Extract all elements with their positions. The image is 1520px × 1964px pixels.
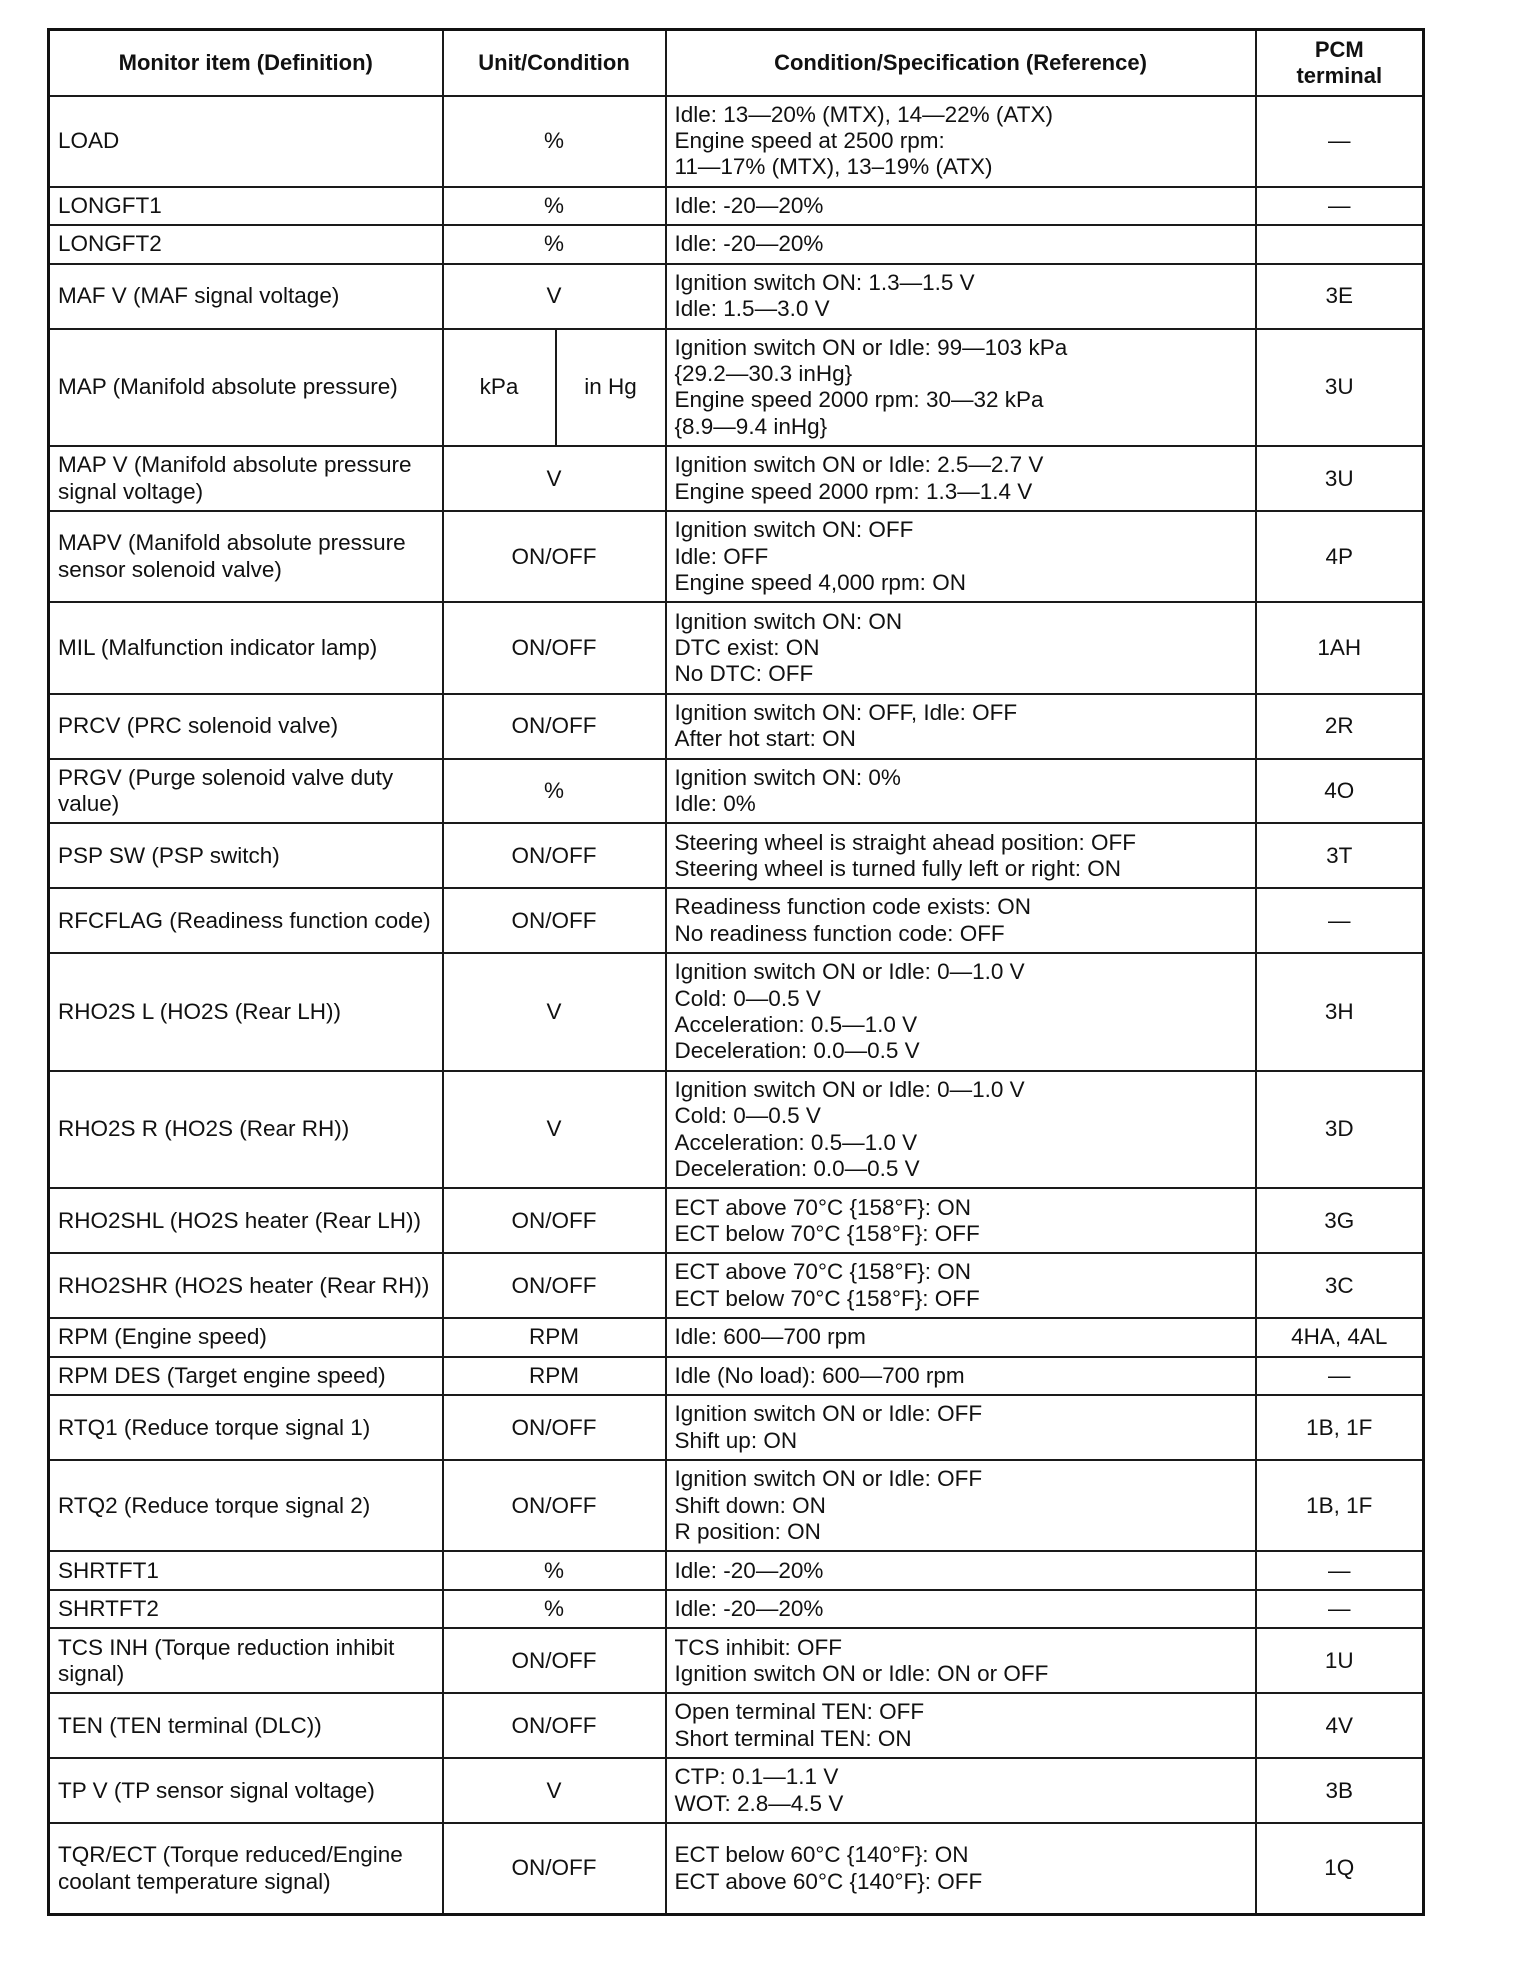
monitor-item-cell: RFCFLAG (Readiness function code) [49,888,443,953]
condition-specification-cell: Ignition switch ON: OFF, Idle: OFF After hot start: ON [666,694,1256,759]
unit-cell: ON/OFF [443,888,666,953]
unit-cell: V [443,1758,666,1823]
table-row [49,1628,1424,1693]
monitor-item-cell: TQR/ECT (Torque reduced/Engine coolant temperature signal) [49,1823,443,1914]
monitor-item-cell: PRGV (Purge solenoid valve duty value) [49,759,443,824]
monitor-item-cell: SHRTFT2 [49,1590,443,1629]
pcm-terminal-cell: 1AH [1256,602,1424,693]
pcm-terminal-cell: 3G [1256,1188,1424,1253]
condition-specification-cell: TCS inhibit: OFF Ignition switch ON or Idle: ON or OFF [666,1628,1256,1693]
condition-specification-cell: Idle: -20—20% [666,1551,1256,1590]
monitor-item-cell: TCS INH (Torque reduction inhibit signal) [49,1628,443,1693]
pcm-terminal-cell: 3C [1256,1253,1424,1318]
condition-specification-cell: Idle (No load): 600—700 rpm [666,1357,1256,1396]
pcm-terminal-cell: 4HA, 4AL [1256,1318,1424,1357]
condition-specification-cell: Idle: -20—20% [666,187,1256,226]
condition-specification-cell: Ignition switch ON or Idle: OFF Shift down: ON R position: ON [666,1460,1256,1551]
monitor-item-cell: MAF V (MAF signal voltage) [49,264,443,329]
header-pcm-terminal-line1: PCM [1314,37,1364,63]
pcm-terminal-cell: — [1256,187,1424,226]
table-row [49,1071,1424,1189]
unit-cell: RPM [443,1318,666,1357]
unit-cell: % [443,1590,666,1629]
condition-specification-cell: Ignition switch ON or Idle: 0—1.0 V Cold: 0—0.5 V Acceleration: 0.5—1.0 V Deceleration: 0.0—0.5 V [666,953,1256,1071]
condition-specification-cell: Steering wheel is straight ahead position: OFF Steering wheel is turned fully left or right: ON [666,823,1256,888]
monitor-item-table [47,28,1425,1916]
unit-cell: ON/OFF [443,511,666,602]
pcm-terminal-cell: 3T [1256,823,1424,888]
condition-specification-cell: Ignition switch ON or Idle: 99—103 kPa {29.2—30.3 inHg} Engine speed 2000 rpm: 30—32 kPa {8.9—9.4 inHg} [666,329,1256,447]
pcm-terminal-cell: 4O [1256,759,1424,824]
monitor-item-cell: MIL (Malfunction indicator lamp) [49,602,443,693]
pcm-terminal-cell: — [1256,888,1424,953]
condition-specification-cell: Ignition switch ON or Idle: OFF Shift up: ON [666,1395,1256,1460]
table-row [49,225,1424,264]
pcm-terminal-cell: 1Q [1256,1823,1424,1914]
unit-cell: ON/OFF [443,602,666,693]
unit-cell: % [443,759,666,824]
monitor-item-cell: LONGFT2 [49,225,443,264]
unit-cell: ON/OFF [443,694,666,759]
table-row [49,602,1424,693]
table-row [49,1357,1424,1396]
table-row [49,1551,1424,1590]
table-row [49,953,1424,1071]
header-monitor-item: Monitor item (Definition) [49,30,443,96]
condition-specification-cell: Ignition switch ON or Idle: 0—1.0 V Cold: 0—0.5 V Acceleration: 0.5—1.0 V Deceleration: 0.0—0.5 V [666,1071,1256,1189]
condition-specification-cell: CTP: 0.1—1.1 V WOT: 2.8—4.5 V [666,1758,1256,1823]
unit-cell: ON/OFF [443,1395,666,1460]
pcm-terminal-cell: 1B, 1F [1256,1395,1424,1460]
unit-cell: ON/OFF [443,1693,666,1758]
monitor-item-cell: TEN (TEN terminal (DLC)) [49,1693,443,1758]
table-row [49,1460,1424,1551]
unit-cell: ON/OFF [443,1460,666,1551]
unit-cell: ON/OFF [443,823,666,888]
table-row [49,1590,1424,1629]
monitor-item-cell: MAP (Manifold absolute pressure) [49,329,443,447]
table-row [49,1188,1424,1253]
pcm-terminal-cell: 1U [1256,1628,1424,1693]
pcm-terminal-cell: 3D [1256,1071,1424,1189]
table-row [49,511,1424,602]
condition-specification-cell: ECT above 70°C {158°F}: ON ECT below 70°C {158°F}: OFF [666,1188,1256,1253]
table-row [49,1318,1424,1357]
condition-specification-cell: Idle: -20—20% [666,225,1256,264]
monitor-item-cell: LONGFT1 [49,187,443,226]
condition-specification-cell: ECT above 70°C {158°F}: ON ECT below 70°C {158°F}: OFF [666,1253,1256,1318]
condition-specification-cell: Ignition switch ON or Idle: 2.5—2.7 V Engine speed 2000 rpm: 1.3—1.4 V [666,446,1256,511]
header-row [49,30,1424,96]
unit-cell: ON/OFF [443,1253,666,1318]
unit-cell: ON/OFF [443,1823,666,1914]
unit-alt-cell: in Hg [556,329,666,447]
pcm-terminal-cell: — [1256,96,1424,187]
condition-specification-cell: Idle: -20—20% [666,1590,1256,1629]
monitor-item-cell: RPM DES (Target engine speed) [49,1357,443,1396]
header-pcm-terminal-line2: terminal [1296,62,1383,88]
pcm-terminal-cell: 4P [1256,511,1424,602]
unit-cell: % [443,225,666,264]
unit-cell: V [443,264,666,329]
table-row [49,1253,1424,1318]
monitor-item-cell: PRCV (PRC solenoid valve) [49,694,443,759]
header-pcm-terminal [1256,30,1424,96]
monitor-item-cell: PSP SW (PSP switch) [49,823,443,888]
table-row [49,1823,1424,1914]
monitor-item-cell: MAP V (Manifold absolute pressure signal voltage) [49,446,443,511]
table-row [49,694,1424,759]
table-row [49,1693,1424,1758]
unit-cell: ON/OFF [443,1628,666,1693]
unit-cell: % [443,187,666,226]
unit-cell: ON/OFF [443,1188,666,1253]
table-row [49,264,1424,329]
table-row [49,1395,1424,1460]
condition-specification-cell: Idle: 13—20% (MTX), 14—22% (ATX) Engine speed at 2500 rpm: 11—17% (MTX), 13–19% (ATX) [666,96,1256,187]
pcm-terminal-cell: 3U [1256,329,1424,447]
header-condition-specification: Condition/Specification (Reference) [666,30,1256,96]
table-row [49,823,1424,888]
pcm-terminal-cell: — [1256,1551,1424,1590]
unit-cell: V [443,953,666,1071]
pcm-terminal-cell: — [1256,1590,1424,1629]
monitor-item-cell: RHO2S R (HO2S (Rear RH)) [49,1071,443,1189]
monitor-item-cell: RTQ2 (Reduce torque signal 2) [49,1460,443,1551]
pcm-terminal-cell: 3E [1256,264,1424,329]
pcm-terminal-cell [1256,225,1424,264]
pcm-terminal-cell: 3H [1256,953,1424,1071]
table-row [49,888,1424,953]
monitor-item-cell: SHRTFT1 [49,1551,443,1590]
table-row [49,759,1424,824]
monitor-item-cell: LOAD [49,96,443,187]
condition-specification-cell: Idle: 600—700 rpm [666,1318,1256,1357]
table-row [49,1758,1424,1823]
unit-cell: V [443,1071,666,1189]
unit-cell: kPa [443,329,556,447]
condition-specification-cell: Ignition switch ON: ON DTC exist: ON No DTC: OFF [666,602,1256,693]
monitor-item-cell: RHO2SHR (HO2S heater (Rear RH)) [49,1253,443,1318]
pcm-terminal-cell: 1B, 1F [1256,1460,1424,1551]
header-unit-condition: Unit/Condition [443,30,666,96]
table-row [49,96,1424,187]
condition-specification-cell: Ignition switch ON: 0% Idle: 0% [666,759,1256,824]
table-row [49,187,1424,226]
unit-cell: RPM [443,1357,666,1396]
monitor-item-cell: RTQ1 (Reduce torque signal 1) [49,1395,443,1460]
condition-specification-cell: ECT below 60°C {140°F}: ON ECT above 60°C {140°F}: OFF [666,1823,1256,1914]
pcm-terminal-cell: — [1256,1357,1424,1396]
pcm-terminal-cell: 3B [1256,1758,1424,1823]
unit-cell: V [443,446,666,511]
monitor-item-cell: RHO2SHL (HO2S heater (Rear LH)) [49,1188,443,1253]
pcm-terminal-cell: 2R [1256,694,1424,759]
monitor-item-cell: MAPV (Manifold absolute pressure sensor solenoid valve) [49,511,443,602]
table-row [49,329,1424,447]
monitor-item-cell: RPM (Engine speed) [49,1318,443,1357]
condition-specification-cell: Readiness function code exists: ON No readiness function code: OFF [666,888,1256,953]
monitor-item-cell: RHO2S L (HO2S (Rear LH)) [49,953,443,1071]
condition-specification-cell: Open terminal TEN: OFF Short terminal TEN: ON [666,1693,1256,1758]
pcm-terminal-cell: 3U [1256,446,1424,511]
condition-specification-cell: Ignition switch ON: OFF Idle: OFF Engine speed 4,000 rpm: ON [666,511,1256,602]
unit-cell: % [443,96,666,187]
unit-cell: % [443,1551,666,1590]
monitor-item-cell: TP V (TP sensor signal voltage) [49,1758,443,1823]
pcm-terminal-cell: 4V [1256,1693,1424,1758]
condition-specification-cell: Ignition switch ON: 1.3—1.5 V Idle: 1.5—3.0 V [666,264,1256,329]
table-row [49,446,1424,511]
